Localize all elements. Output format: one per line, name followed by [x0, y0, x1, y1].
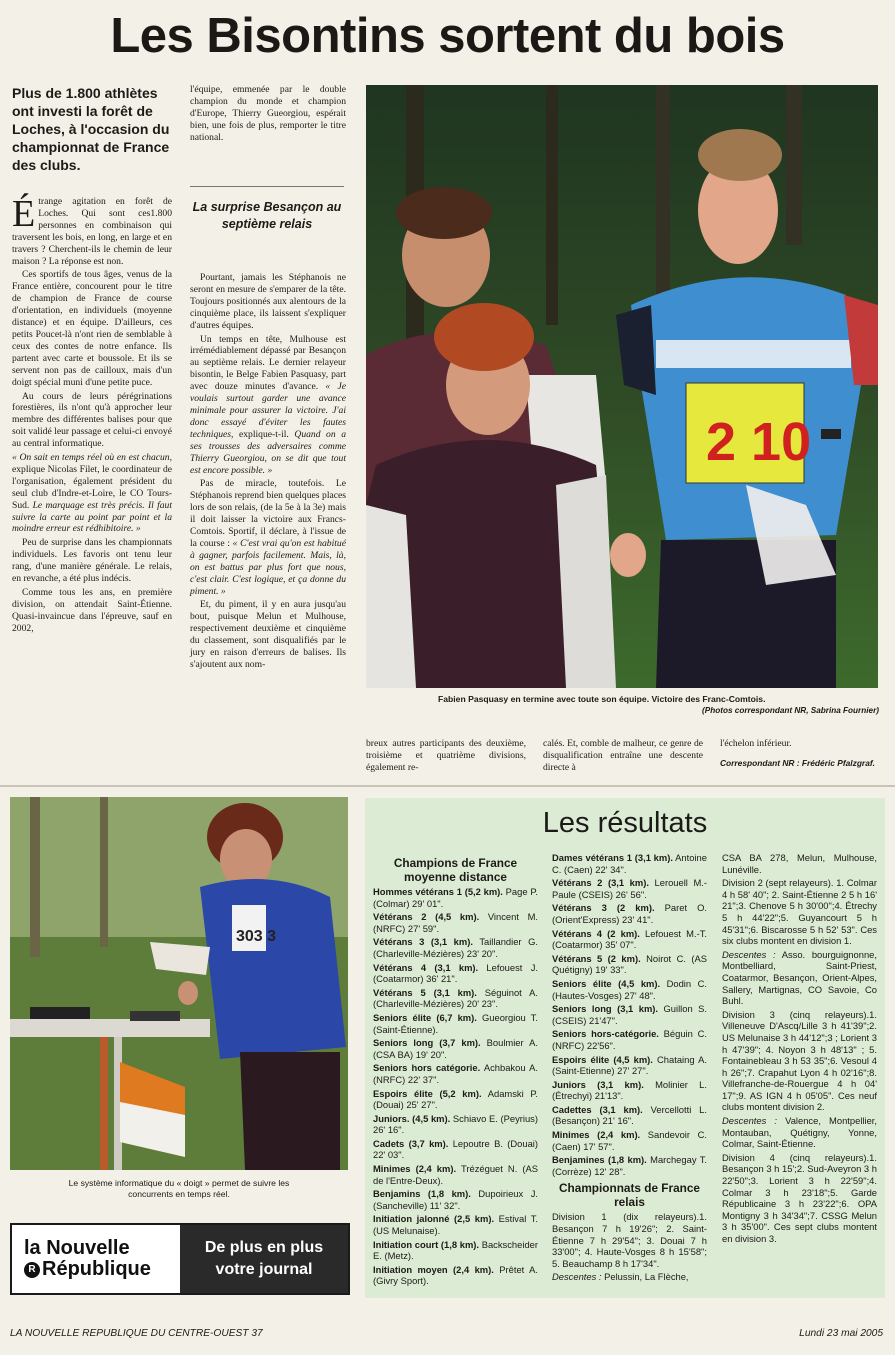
- result-entry: CSA BA 278, Melun, Mulhouse, Lunéville.: [722, 852, 877, 875]
- runner-bib-number: 2 10: [706, 412, 812, 472]
- result-entry: Division 1 (dix relayeurs).1. Besançon 7 h 19'26"; 2. Saint-Étienne 7 h 29'54"; 3. Douai 7 h 33'00"; 4. Haute-Vosges 8 h 15'58"; 5. Beauchamp 8 h 17'34".: [552, 1211, 707, 1269]
- article-paragraph: Étrange agitation en forêt de Loches. Qui sont ces1.800 personnes en combinaison qui traversent les bois, en long, en large et en travers ? Cherchent-ils le chemin de leur maison ? La réponse est non.: [12, 193, 172, 267]
- result-entry: Descentes : Valence, Montpellier, Montauban, Quétigny, Yonne, Colmar, Saint-Étienne.: [722, 1115, 877, 1150]
- result-entry: Seniors hors catégorie. Achbakou A. (NRFC) 22' 37".: [373, 1062, 538, 1085]
- result-entry: Initiation court (1,8 km). Backscheider E. (Metz).: [373, 1238, 538, 1262]
- result-entry: Cadets (3,7 km). Lepoutre B. (Douai) 22' 03".: [373, 1137, 538, 1161]
- result-entry: Minimes (2,4 km). Sandevoir C. (Caen) 17' 57".: [552, 1129, 707, 1152]
- headline: Les Bisontins sortent du bois: [110, 9, 785, 63]
- runners-photo-illustration: [366, 85, 878, 688]
- result-entry: Division 2 (sept relayeurs). 1. Colmar 4 h 58' 40"; 2. Saint-Étienne 2 5 h 16' 21";3. Chenove 5 h 30'00";4. Étrechy 5 h 44'22";5. Guyancourt 5 h 45'31";6. Biscarosse 5 h 52' 53". Ces six clubs montent en division 1.: [722, 877, 877, 947]
- article-column-2-top: [190, 84, 346, 146]
- result-entry: Vétérans 4 (2 km). Lefouest M.-T. (Coatarmor) 35' 07".: [552, 927, 707, 951]
- article-paragraph: l'équipe, emmenée par le double champion du monde et champion d'Europe, Thierry Gueorgiou, espérait bien, une fois de plus, remporter le titre national.: [190, 84, 346, 143]
- article-paragraph: Comme tous les ans, en première division, on attendait Saint-Étienne. Quasi-invaincue dans l'épreuve, sauf en 2002,: [12, 587, 172, 634]
- photo-credit: (Photos correspondant NR, Sabrina Fournier): [702, 706, 879, 715]
- result-entry: Benjamins (1,8 km). Dupoirieux J. (Sancheville) 11' 32".: [373, 1188, 538, 1211]
- result-entry: Hommes vétérans 1 (5,2 km). Page P. (Colmar) 29' 01".: [373, 886, 538, 909]
- article-column-4: [543, 738, 703, 776]
- article-column-1: [12, 193, 172, 637]
- result-entry: Descentes : Asso. bourguignonne, Montbelliard, Saint-Priest, Coatarmor, Besançon, Orient-Alpes, Sallery, Martignas, CO Savoie, Co Buhl.: [722, 948, 877, 1007]
- result-entry: Dames vétérans 1 (3,1 km). Antoine C. (Caen) 22' 34".: [552, 852, 707, 875]
- result-entry: Vétérans 3 (3,1 km). Taillandier G. (Charleville-Mézières) 23' 20".: [373, 936, 538, 959]
- article-paragraph: breux autres participants des deuxième, troisième et quatrième divisions, également re-: [366, 738, 526, 773]
- result-entry: Vétérans 5 (3,1 km). Séguinot A. (Charleville-Mézières) 20' 23".: [373, 986, 538, 1010]
- result-entry: Vétérans 2 (3,1 km). Lerouell M.-Paule (CSEIS) 26' 56".: [552, 877, 707, 900]
- result-entry: Seniors élite (6,7 km). Gueorgiou T. (Saint-Étienne).: [373, 1011, 538, 1035]
- result-entry: Cadettes (3,1 km). Vercellotti L. (Besançon) 21' 16".: [552, 1103, 707, 1127]
- logo-roundel-icon: R: [24, 1262, 40, 1278]
- result-entry: Division 3 (cinq relayeurs).1. Villeneuve D'Ascq/Lille 3 h 41'39";2. US Melunaise 3 h 44'12";3 ; Lorient 3 h 47'39"; 4. Noyon 3 h 48'13" ; 5. Fontainebleau 3 h 53 35";6. Vesoul 4 h 26";7. Crapahut Lyon 4 h 02'16";8. Villefranche-de-Rouergue 4 h 04' 17";9. AS IGN 4 h 05'05". Ces neuf clubs montent division 2.: [722, 1008, 877, 1113]
- result-entry: Vétérans 5 (2 km). Noirot C. (AS Quétigny) 19' 33".: [552, 952, 708, 976]
- result-entry: Descentes : Pelussin, La Flèche,: [552, 1271, 689, 1283]
- result-entry: Initiation jalonné (2,5 km). Estival T. (US Melunaise).: [373, 1213, 538, 1237]
- article-paragraph: l'échelon inférieur.: [720, 738, 792, 749]
- result-entry: Espoirs élite (5,2 km). Adamski P. (Douai) 25' 27".: [373, 1087, 538, 1111]
- result-entry: Benjamines (1,8 km). Marchegay T. (Corrèze) 12' 28".: [552, 1154, 707, 1177]
- result-entry: Espoirs élite (4,5 km). Chataing A. (Saint-Etienne) 27' 27".: [552, 1053, 707, 1077]
- article-paragraph: Et, du piment, il y en aura jusqu'au bout, puisque Melun et Mulhouse, respectivement deuxième et cinquième du classement, sont disqualifiés par le jury en raison d'erreurs de balises. Ils s'ajoutent aux nom-: [190, 599, 346, 670]
- footer-publication: LA NOUVELLE REPUBLIQUE DU CENTRE-OUEST 37: [10, 1328, 263, 1339]
- result-entry: Vétérans 4 (3,1 km). Lefouest J. (Coatarmor) 36' 21".: [373, 961, 538, 985]
- result-entry: Juniors. (4,5 km). Schiavo E. (Peyrius) 26' 16".: [373, 1112, 538, 1136]
- lead-paragraph: Plus de 1.800 athlètes ont investi la forêt de Loches, à l'occasion du championnat de France des clubs.: [12, 85, 170, 173]
- runners-photo: [366, 85, 878, 688]
- result-entry: Seniors long (3,1 km). Guillon S. (CSEIS) 21'47".: [552, 1003, 707, 1026]
- competitor-bib-number: 303 3: [236, 928, 277, 945]
- article-column-2: [190, 272, 346, 673]
- photo-caption: Fabien Pasquasy en termine avec toute son équipe. Victoire des Franc-Comtois.: [438, 694, 766, 704]
- article-paragraph: Ces sportifs de tous âges, venus de la France entière, concourent pour le titre de champion de France de course d'orientation, en individuels (moyenne distance) et en équipe. D'ailleurs, ces petits Poucet-là n'ont rien de semblable à ceux des contes de notre enfance. Ils partent avec carte et boussole. Et ils se servent non pas de cailloux, mais d'un doigt spécial muni d'une petite puce.: [12, 269, 172, 388]
- result-entry: Vétérans 3 (2 km). Paret O. (Orient'Express) 23' 41".: [552, 902, 708, 925]
- results-column-1: [373, 852, 538, 1289]
- article-paragraph: Au cours de leurs pérégrinations forestières, ils n'ont qu'à approcher leur membre des différentes balises pour que soit validé leur passage et celui-ci envoyé au central informatique.: [12, 390, 172, 450]
- article-column-3: [366, 738, 526, 776]
- result-entry: Seniors hors-catégorie. Béguin C. (NRFC) 22'56".: [552, 1028, 707, 1051]
- results-heading: Champions de France moyenne distance: [393, 856, 518, 884]
- result-entry: Seniors élite (4,5 km). Dodin C. (Hautes-Vosges) 27' 48".: [552, 977, 707, 1001]
- article-paragraph: « On sait en temps réel où en est chacun, explique Nicolas Filet, le coordinateur de l'organisation, également président du seul club d'Indre-et-Loire, le CO Tours-Sud. Le marquage est très précis. Il faut suivre la carte au point par point et la moindre erreur est rédhibitoire. »: [12, 452, 172, 535]
- results-column-2: [552, 852, 707, 1285]
- logo-line-2: République: [42, 1258, 151, 1280]
- author-byline: Correspondant NR : Frédéric Pfalzgraf.: [720, 757, 875, 768]
- article-paragraph: Un temps en tête, Mulhouse est irrémédiablement dépassé par Besançon au septième relais. Le dernier relayeur bisontin, le Belge Fabien Pasquasy, part avec douze minutes d'avance. « Je voulais surtout garder une avance minimale pour assurer la victoire. J'ai donc essayé d'éviter les fautes techniques, explique-t-il. Quand on a ses trousses des adversaires comme Thierry Gueorgiou, on se dit que tout est encore possible. »: [190, 333, 347, 476]
- results-title: Les résultats: [542, 807, 708, 839]
- subheading: La surprise Besançon au septième relais: [190, 186, 344, 233]
- result-entry: Minimes (2,4 km). Trézéguet N. (AS de l'Entre-Deux).: [373, 1163, 538, 1186]
- result-entry: Juniors (3,1 km). Molinier L. (Étrechyi) 21'13".: [552, 1078, 707, 1102]
- section-divider: [0, 785, 895, 787]
- results-column-3: [722, 852, 877, 1247]
- ad-slogan: De plus en plus votre journal: [180, 1225, 348, 1293]
- newspaper-ad: [10, 1223, 350, 1295]
- result-entry: Vétérans 2 (4,5 km). Vincent M. (NRFC) 27' 59".: [373, 911, 538, 934]
- control-station-photo: [10, 797, 348, 1170]
- results-heading: Championnats de France relais: [559, 1181, 700, 1210]
- result-entry: Seniors long (3,7 km). Boulmier A. (CSA BA) 19' 20".: [373, 1037, 538, 1060]
- result-entry: Division 4 (cinq relayeurs).1. Besançon 3 h 15';2. Sud-Aveyron 3 h 22'50";3. Lorient 3 h 22'59";4. Colmar 3 h 23'18";5. Garde Républicaine 3 h 23'22";6. OPA Montigny 3 h 34'34";7. CSSG Melun 3 h 35'00". Ces sept clubs montent en division 3.: [722, 1151, 877, 1244]
- article-column-5: [720, 738, 880, 772]
- control-station-illustration: [10, 797, 348, 1170]
- footer-date: Lundi 23 mai 2005: [799, 1328, 883, 1339]
- article-paragraph: Peu de surprise dans les championnats individuels. Les favoris ont tenu leur rang, d'une manière générale. Le relais, en revanche, a été plus indécis.: [12, 537, 172, 585]
- newspaper-logo: [12, 1225, 180, 1293]
- article-paragraph: Pourtant, jamais les Stéphanois ne seront en mesure de s'emparer de la tête. Toujours positionnés aux alentours de la cinquième place, ils laissent s'expliquer d'autres équipes.: [190, 272, 346, 331]
- article-paragraph: calés. Et, comble de malheur, ce genre de disqualification entraîne une descente directe à: [543, 738, 703, 773]
- result-entry: Initiation moyen (2,4 km). Prêtet A. (Givry Sport).: [373, 1263, 538, 1287]
- results-box: [365, 798, 885, 1298]
- logo-line-1: la Nouvelle: [24, 1237, 130, 1259]
- article-paragraph: Pas de miracle, toutefois. Le Stéphanois reprend bien quelques places lors de son relais, (de la 5e à la 3e) mais il doit laisser la victoire aux Francs-Comtois. Sportif, il déclare, à l'issue de la course : « C'est vrai qu'on est habitué à gagner, parfois facilement. Mais, là, on est battus par plus fort que nous, c'est clair. C'est logique, et ça donne du piment. »: [190, 478, 346, 597]
- photo-caption: Le système informatique du « doigt » permet de suivre les concurrents en temps réel.: [68, 1178, 290, 1199]
- drop-cap: É: [12, 193, 36, 235]
